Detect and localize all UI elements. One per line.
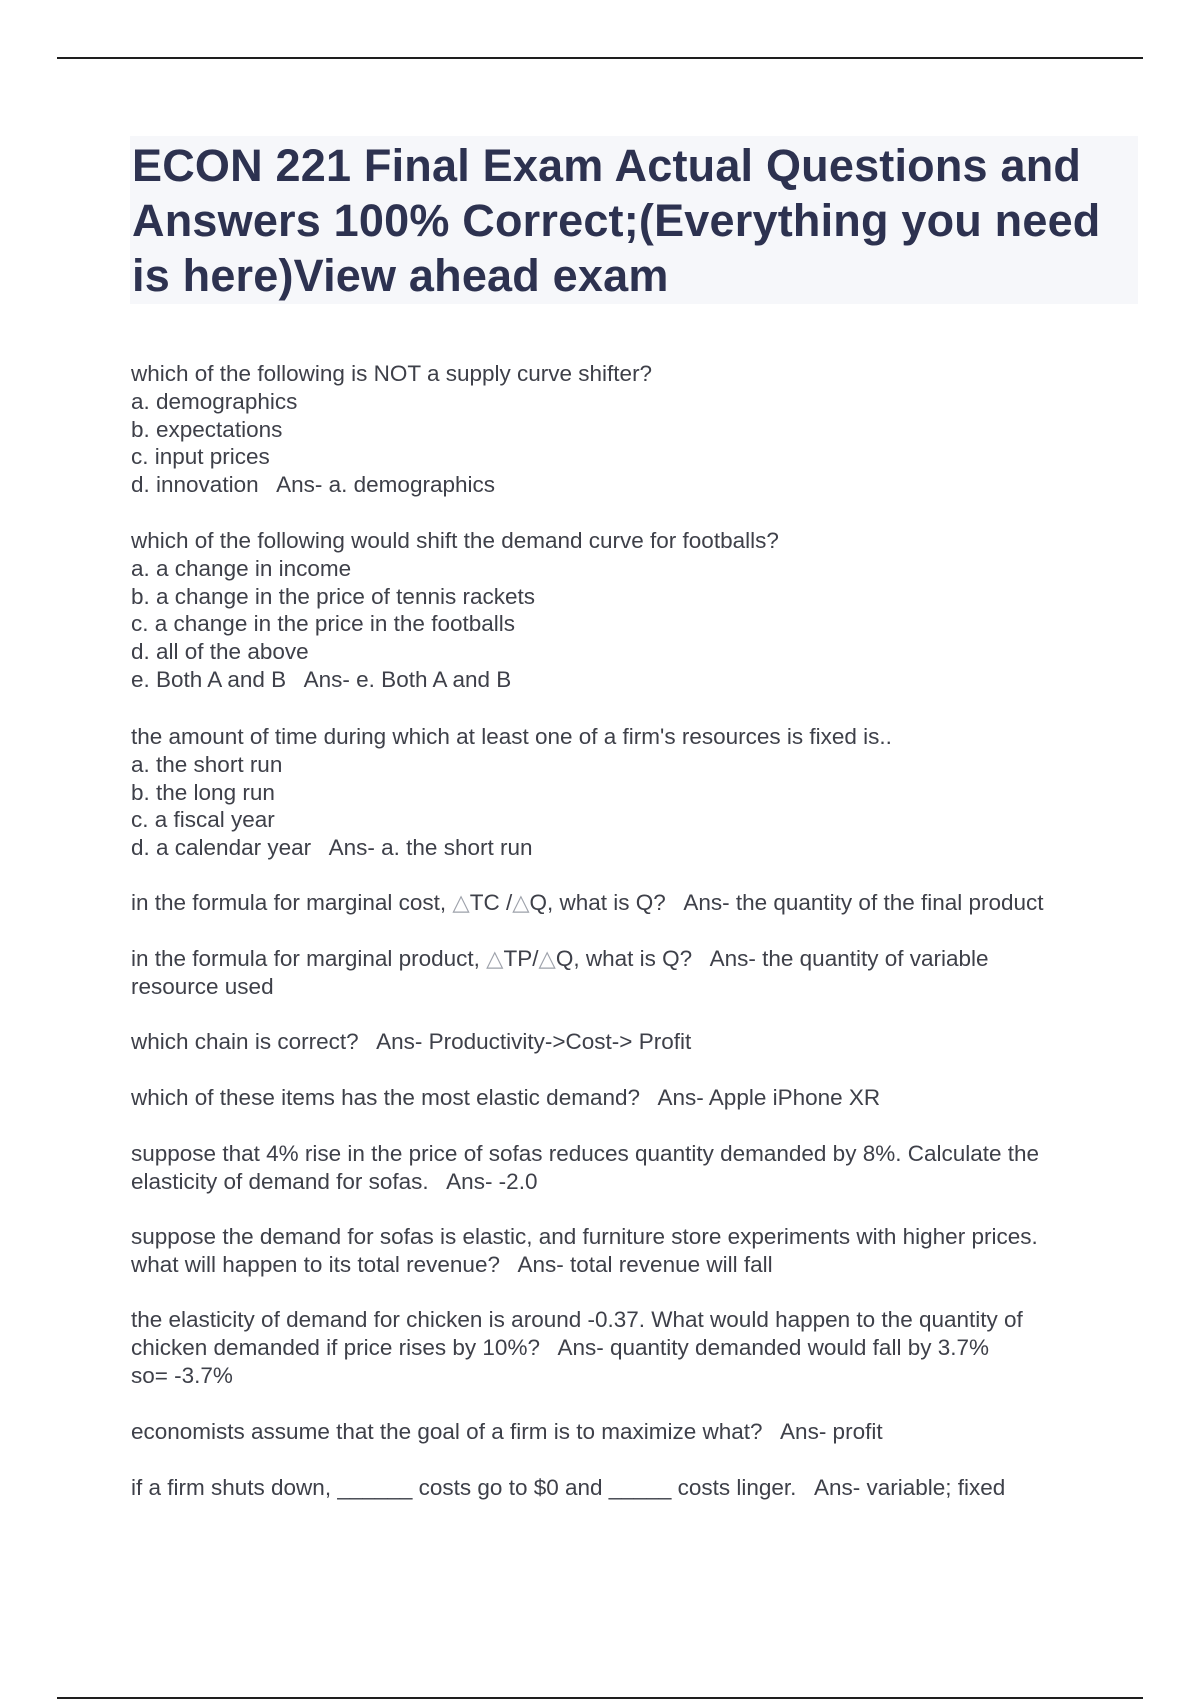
question-line [131,1028,1141,1056]
option-b: b. the long run [131,779,275,805]
question-line [131,1251,1141,1279]
question-text: if a firm shuts down, ______ costs go to $0 and _____ costs linger. [131,1475,797,1500]
option-a: a. the short run [131,751,283,777]
question-text: chicken demanded if price rises by 10%? [131,1334,540,1360]
qa-item-5 [131,945,1141,1001]
answer-text: Ans- total revenue will fall [517,1251,773,1277]
document-title: ECON 221 Final Exam Actual Questions and Answers 100% Correct;(Everything you need is here)View ahead exam [132,140,1101,301]
qa-item-6 [131,1028,1141,1056]
question-text: Q, what is Q? [529,890,666,915]
answer-text: Ans- profit [780,1419,883,1444]
question-line [131,945,1141,973]
option-d: d. a calendar year [131,835,312,861]
qa-item-3 [131,723,1141,862]
answer-text: Ans- quantity demanded would fall by 3.7% [557,1334,989,1360]
option-b: b. a change in the price of tennis rackets [131,583,535,609]
question-text: in the formula for marginal product, [131,946,487,971]
answer-note: so= -3.7% [131,1362,233,1388]
answer-text: Ans- variable; fixed [813,1475,1006,1500]
delta-icon: △ [538,946,556,971]
qa-item-8 [131,1140,1141,1196]
question-text: what will happen to its total revenue? [131,1251,500,1277]
option-c: c. a fiscal year [131,807,275,833]
delta-icon: △ [512,890,530,915]
option-a: a. demographics [131,388,298,414]
delta-icon: △ [486,946,504,971]
option-d-with-answer [131,471,1141,499]
qa-item-2 [131,527,1141,694]
question-text: the elasticity of demand for chicken is around -0.37. What would happen to the quantity of [131,1307,1023,1332]
question-text: the amount of time during which at least one of a firm's resources is fixed is.. [131,724,892,749]
qa-item-10 [131,1306,1141,1389]
qa-item-11 [131,1418,1141,1446]
answer-text: Ans- Apple iPhone XR [657,1085,881,1110]
option-c: c. a change in the price in the footballs [131,611,515,637]
top-rule [57,57,1143,59]
question-text: in the formula for marginal cost, [131,890,453,915]
question-text: which of the following would shift the demand curve for footballs? [131,528,779,553]
question-text: elasticity of demand for sofas. [131,1168,429,1194]
answer-text: Ans- a. demographics [276,472,495,498]
question-line [131,1334,1141,1362]
question-text: which of the following is NOT a supply curve shifter? [131,361,653,386]
qa-item-12 [131,1474,1141,1502]
answer-text: Ans- -2.0 [446,1168,538,1194]
option-a: a. a change in income [131,555,352,581]
question-text: TC / [469,890,513,915]
qa-item-7 [131,1084,1141,1112]
question-line [131,1418,1141,1446]
question-text: economists assume that the goal of a firm is to maximize what? [131,1419,763,1444]
option-c: c. input prices [131,444,270,470]
option-e: e. Both A and B [131,666,287,692]
question-text: suppose that 4% rise in the price of sofas reduces quantity demanded by 8%. Calculate the [131,1141,1040,1166]
option-b: b. expectations [131,416,283,442]
answer-text: Ans- a. the short run [328,835,533,861]
answer-continuation: resource used [131,973,274,999]
question-text: TP/ [503,946,539,971]
option-d: d. innovation [131,472,259,498]
delta-icon: △ [452,890,470,915]
question-line [131,1474,1141,1502]
option-d-with-answer [131,834,1141,862]
bottom-rule [57,1697,1143,1699]
question-text: which chain is correct? [131,1029,359,1054]
answer-text: Ans- the quantity of variable [709,946,989,971]
question-line [131,1084,1141,1112]
question-text: suppose the demand for sofas is elastic, and furniture store experiments with higher prices. [131,1224,1038,1249]
qa-item-1 [131,360,1141,499]
option-e-with-answer [131,666,1141,694]
question-line [131,889,1141,917]
option-d: d. all of the above [131,639,309,665]
answer-text: Ans- e. Both A and B [303,666,512,692]
question-text: Q, what is Q? [555,946,693,971]
question-text: which of these items has the most elastic demand? [131,1085,641,1110]
question-line [131,1168,1141,1196]
qa-item-9 [131,1223,1141,1279]
answer-text: Ans- the quantity of the final product [683,890,1044,915]
answer-text: Ans- Productivity->Cost-> Profit [376,1029,692,1054]
qa-item-4 [131,889,1141,917]
